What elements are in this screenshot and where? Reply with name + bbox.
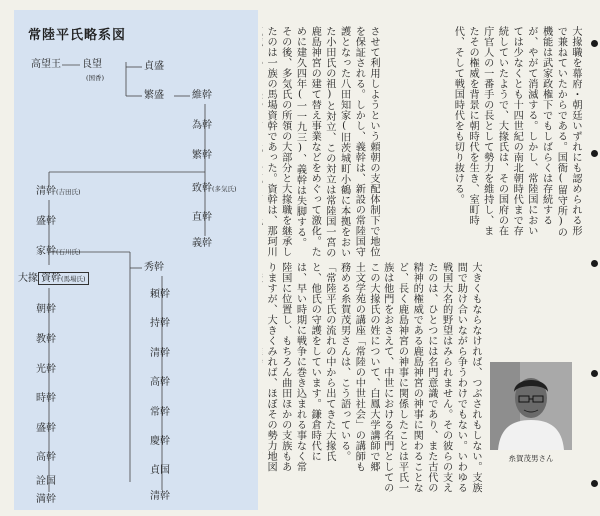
tree-node-munemoto-note: (多気氏) xyxy=(212,185,237,193)
tree-node-asamoto: 朝幹 xyxy=(36,304,56,315)
tree-node-takamoto2: 高幹 xyxy=(150,377,170,388)
text-block-bottom-middle: 大きくもならなければ、つぶされもしない。支族間で助け合いながら争うわけでもない。いわゆる戦国大名的野望はみられません。その彼らの支えたのは、ひとつには名門意識であり、また古代の精神的権威である鹿島神宮の神事に関わることなど、長く鹿島神宮の神事に関係したことは平氏一族は他門をおさえて、中世における名門としての xyxy=(382,262,481,493)
tree-node-daijo: 大掾 xyxy=(18,273,38,284)
tree-node-sukemoto-box xyxy=(38,272,89,285)
tree-node-yoshimochi xyxy=(82,59,102,71)
tree-node-mitsumoto: 光幹 xyxy=(36,364,56,375)
tree-node-yoshimoto: 義幹 xyxy=(192,238,212,249)
tree-node-yoshimoto2: 慶幹 xyxy=(150,436,170,447)
tree-node-yoshimochi-note xyxy=(86,72,104,84)
binder-hole xyxy=(591,260,598,267)
tree-node-tsunemoto: 常幹 xyxy=(150,407,170,418)
tree-node-koremoto: 維幹 xyxy=(192,90,212,101)
binder-hole xyxy=(591,150,598,157)
tree-node-sadamori: 貞盛 xyxy=(144,61,164,72)
tree-node-mitsumoto2: 満幹 xyxy=(36,494,56,505)
tree-node-iemoto-name: 家幹 xyxy=(36,246,56,257)
tree-node-kiyomoto-note: (吉田氏) xyxy=(56,188,81,196)
tree-node-kiyomoto2: 清幹 xyxy=(150,348,170,359)
tree-node-kiyomoto-name: 清幹 xyxy=(36,186,56,197)
tree-title: 常陸平氏略系図 xyxy=(28,28,127,43)
tree-node-shigemori: 繁盛 xyxy=(144,90,164,101)
text-block-top-left: させて利用しようという頼朝の支配体制下で地位を保証される。しかし、義幹は、新設の常陸国守護となった八田知家(旧茨城町小鶴に本拠をおいた小田氏の祖)と対立、この対立は常陸国一宮の鹿島神宮の建て替え事業などをめぐって激化。ために建久四年(一一九三)、義幹は失脚する。その後、多気氏の所領の大部分と大掾職を継承したのは一族の馬場資幹であった。資幹は、那珂川 xyxy=(265,26,379,258)
text-block-top-right: 大掾職を幕府・朝廷いずれにも認められる形で兼ねていたからである。国衙(留守所)の機能は武家政権下でもしばらくは存続するが、やがて消滅する。しかし、常陸国においては少なくとも十四世紀の南北朝時代まで存続していたようで、大掾氏は、その国府の在庁官人の一番手の長として勢力を維持し、またその権威を背景に朝時代を生き、室町時代、そして戦国時代をも切り抜ける。 xyxy=(452,26,581,238)
tree-node-tamemoto: 為幹 xyxy=(192,120,212,131)
binder-hole xyxy=(591,370,598,377)
tree-node-takamochi: 高望王 xyxy=(31,59,61,70)
tree-node-kiyomoto3: 清幹 xyxy=(150,491,170,502)
tree-node-yoshimochi-name: 良望 xyxy=(82,59,102,70)
tree-node-shigemoto: 繁幹 xyxy=(192,150,212,161)
tree-node-iemoto-note: (石川氏) xyxy=(56,248,81,256)
tree-node-sukemoto-note: (馬場氏) xyxy=(61,275,86,283)
tree-node-morimoto: 盛幹 xyxy=(36,216,56,227)
family-tree-panel xyxy=(14,10,258,510)
tree-node-takamoto: 高幹 xyxy=(36,452,56,463)
tree-node-sukemoto: 資幹 xyxy=(41,273,61,284)
binder-holes xyxy=(589,0,600,516)
tree-node-kiyomoto xyxy=(36,186,81,198)
portrait-illustration xyxy=(490,362,572,450)
tree-node-mochimoto: 持幹 xyxy=(150,318,170,329)
binder-hole xyxy=(591,40,598,47)
tree-node-naomoto: 直幹 xyxy=(192,212,212,223)
tree-node-akimoto: 詮国 xyxy=(36,476,56,487)
text-block-bottom-left: この大掾氏の姓について、白鳳大学講師で郷土文学苑の講座「常陸の中世社会」の講師も務める糸賀茂男さんは、こう語っている。「常陸平氏の流れの中から出てきた大掾氏と、他氏の守護をしています。鎌倉時代には、早い時期に戦争に巻き込まれる事なく常陸国に位置し、もちろん曲田ほかの支族もありますが、大きくみれば、ほぼその勢力地図 xyxy=(265,262,379,472)
tree-node-norimoto: 教幹 xyxy=(36,334,56,345)
tree-node-munemoto-name: 致幹 xyxy=(192,183,212,194)
tree-lines xyxy=(14,10,258,510)
tree-node-daijo-sukemoto xyxy=(18,273,89,285)
tree-node-tokimoto: 時幹 xyxy=(36,393,56,404)
portrait-photo xyxy=(490,362,572,450)
tree-node-hidemoto: 秀幹 xyxy=(144,262,164,273)
binder-hole xyxy=(591,480,598,487)
tree-node-munemoto xyxy=(192,183,237,195)
photo-caption: 糸賀茂男さん xyxy=(508,454,554,463)
tree-node-yoshimochi-note-text: (国香) xyxy=(86,74,105,82)
tree-node-iemoto xyxy=(36,246,81,258)
tree-node-yorimoto: 頼幹 xyxy=(150,289,170,300)
tree-node-morimoto2: 盛幹 xyxy=(36,423,56,434)
tree-node-sadakuni: 貞国 xyxy=(150,465,170,476)
